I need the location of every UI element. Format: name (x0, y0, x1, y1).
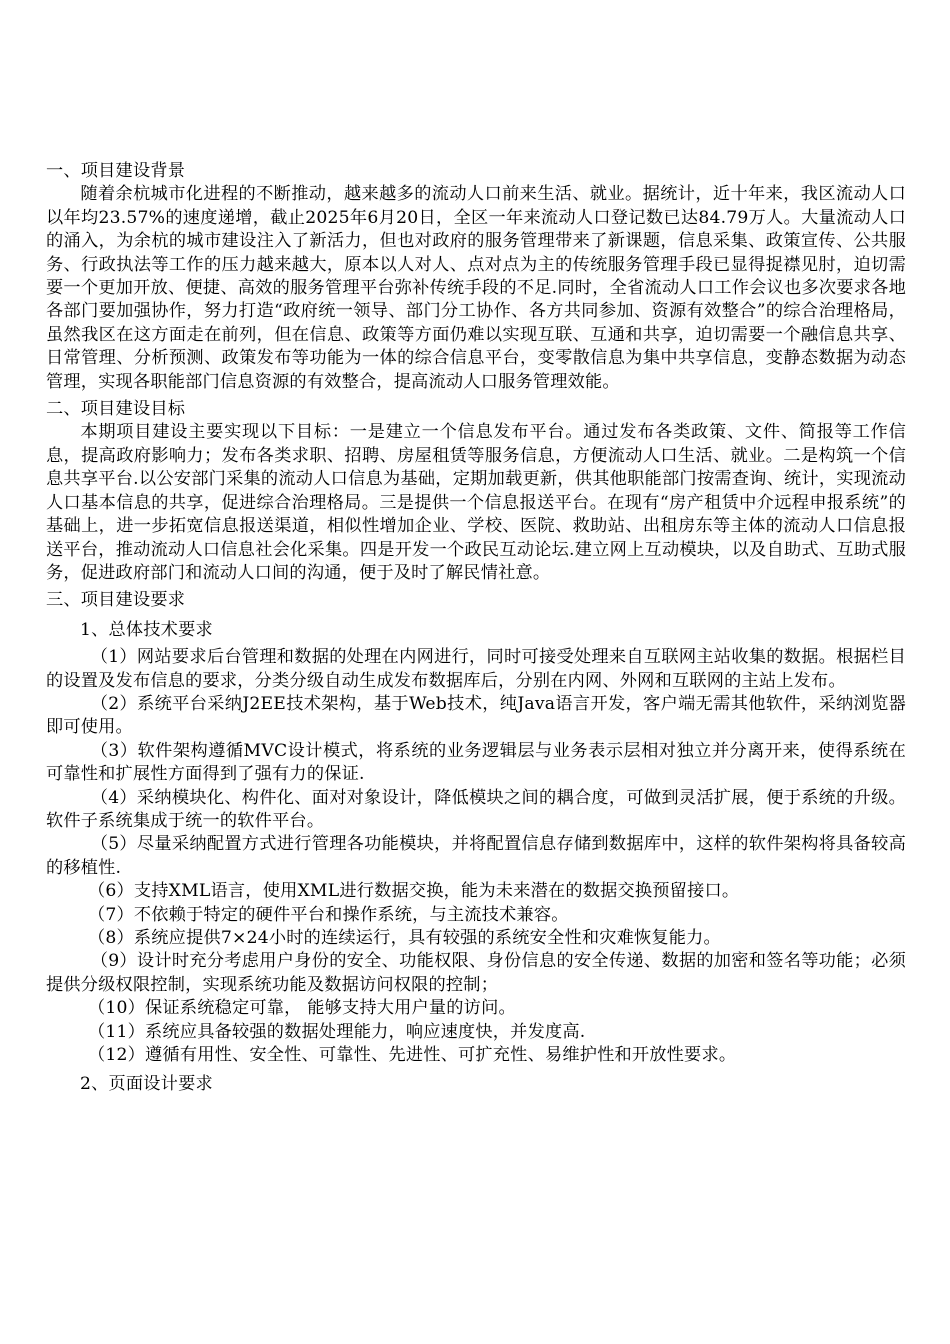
requirement-item: （10）保证系统稳定可靠， 能够支持大用户量的访问。 (88, 998, 516, 1019)
goals-paragraph: 本期项目建设主要实现以下目标：一是建立一个信息发布平台。通过发布各类政策、文件、简报等工作信息，提高政府影响力；发布各类求职、招聘、房屋租赁等服务信息，方便流动人口生活、就业。二是构筑一个信息共享平台.以公安部门采集的流动人口信息为基础，定期加载更新，供其他职能部门按需查询、统计，实现流动人口基本信息的共享，促进综合治理格局。三是提供一个信息报送平台。在现有“房产租赁中介远程申报系统”的基础上，进一步拓宽信息报送渠道，相似性增加企业、学校、医院、救助站、出租房东等主体的流动人口信息报送平台，推动流动人口信息社会化采集。四是开发一个政民互动论坛.建立网上互动模块，以及自助式、互助式服务，促进政府部门和流动人口间的沟通，便于及时了解民情社意。 (46, 422, 906, 583)
subsection-heading-page-design: 2、页面设计要求 (80, 1074, 213, 1095)
requirement-item: （5）尽量采纳配置方式进行管理各功能模块，并将配置信息存储到数据库中，这样的软件架构将具备较高的移植性. (46, 834, 906, 878)
requirement-item: （9）设计时充分考虑用户身份的安全、功能权限、身份信息的安全传递、数据的加密和签名等功能；必须提供分级权限控制，实现系统功能及数据访问权限的控制； (46, 951, 906, 995)
requirement-item: （8）系统应提供7×24小时的连续运行，具有较强的系统安全性和灾难恢复能力。 (88, 928, 721, 948)
requirement-item: （11）系统应具备较强的数据处理能力，响应速度快，并发度高. (88, 1021, 586, 1042)
requirement-item: （4）采纳模块化、构件化、面对对象设计，降低模块之间的耦合度，可做到灵活扩展，便于系统的升级。软件子系统集成于统一的软件平台。 (46, 787, 906, 831)
requirement-item: （12）遵循有用性、安全性、可靠性、先进性、可扩充性、易维护性和开放性要求。 (88, 1045, 737, 1066)
document-page (46, 160, 906, 1097)
section-heading-requirements: 三、项目建设要求 (46, 590, 186, 611)
requirement-item: （6）支持XML语言，使用XML进行数据交换，能为未来潜在的数据交换预留接口。 (88, 881, 740, 902)
background-paragraph: 随着余杭城市化进程的不断推动，越来越多的流动人口前来生活、就业。据统计，近十年来，我区流动人口以年均23.57%的速度递增，截止2025年6月20日，全区一年来流动人口登记数已达84.79万人。大量流动人口的涌入，为余杭的城市建设注入了新活力，但也对政府的服务管理带来了新课题，信息采集、政策宣传、公共服务、行政执法等工作的压力越来越大，原本以人对人、点对点为主的传统服务管理手段已显得捉襟见肘，迫切需要一个更加开放、便捷、高效的服务管理平台弥补传统手段的不足.同时，全省流动人口工作会议也多次要求各地各部门要加强协作，努力打造“政府统一领导、部门分工协作、各方共同参加、资源有效整合”的综合治理格局，虽然我区在这方面走在前列，但在信息、政策等方面仍难以实现互联、互通和共享，迫切需要一个融信息共享、日常管理、分析预测、政策发布等功能为一体的综合信息平台，变零散信息为集中共享信息，变静态数据为动态管理，实现各职能部门信息资源的有效整合，提高流动人口服务管理效能。 (46, 184, 906, 392)
section-heading-goals: 二、项目建设目标 (46, 399, 186, 420)
subsection-heading-technical: 1、总体技术要求 (80, 619, 213, 640)
requirement-item: （2）系统平台采纳J2EE技术架构，基于Web技术，纯Java语言开发，客户端无需其他软件，采纳浏览器即可使用。 (46, 693, 906, 738)
requirement-item: （1）网站要求后台管理和数据的处理在内网进行，同时可接受处理来自互联网主站收集的数据。根据栏目的设置及发布信息的要求，分类分级自动生成发布数据库后，分别在内网、外网和互联网的主站上发布。 (46, 647, 906, 691)
section-heading-background: 一、项目建设背景 (46, 161, 186, 181)
requirement-item: （3）软件架构遵循MVC设计模式，将系统的业务逻辑层与业务表示层相对独立并分离开来，使得系统在可靠性和扩展性方面得到了强有力的保证. (46, 740, 906, 785)
requirement-item: （7）不依赖于特定的硬件平台和操作系统，与主流技术兼容。 (88, 904, 569, 925)
